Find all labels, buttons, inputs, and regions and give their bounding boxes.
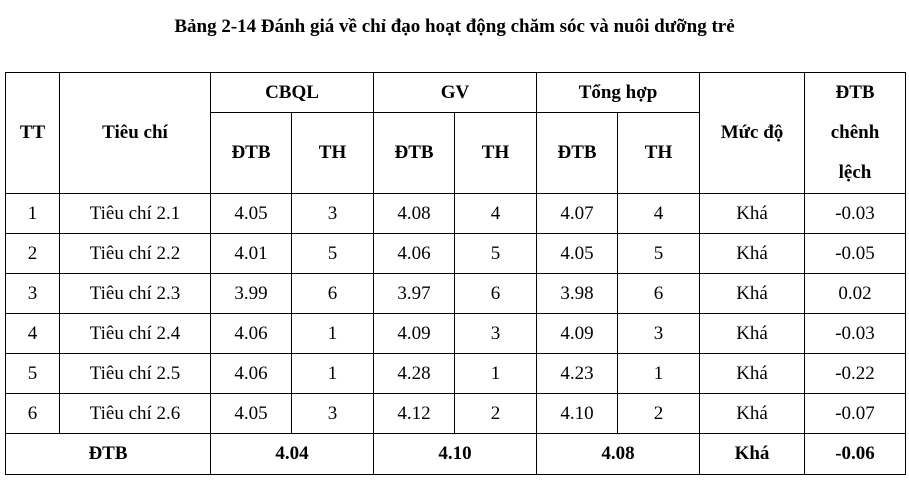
- total-label: ĐTB: [6, 434, 211, 475]
- header-gv-th: TH: [455, 113, 537, 194]
- cell-tong-hop-th: 1: [618, 354, 700, 394]
- cell-tt: 1: [6, 194, 60, 234]
- cell-tong-hop-th: 6: [618, 274, 700, 314]
- cell-gv-dtb: 4.09: [374, 314, 455, 354]
- cell-cbql-dtb: 4.06: [211, 314, 292, 354]
- header-gv-dtb: ĐTB: [374, 113, 455, 194]
- cell-cbql-th: 3: [292, 394, 374, 434]
- header-tong-hop-dtb: ĐTB: [537, 113, 618, 194]
- header-tong-hop-th: TH: [618, 113, 700, 194]
- cell-tong-hop-dtb: 4.05: [537, 234, 618, 274]
- header-dtb-chenh-lech-line2: chênh: [830, 122, 880, 143]
- cell-tt: 4: [6, 314, 60, 354]
- cell-muc-do: Khá: [700, 194, 805, 234]
- cell-tt: 6: [6, 394, 60, 434]
- cell-gv-th: 3: [455, 314, 537, 354]
- cell-cbql-dtb: 4.06: [211, 354, 292, 394]
- cell-gv-th: 6: [455, 274, 537, 314]
- cell-tieu-chi: Tiêu chí 2.4: [60, 314, 211, 354]
- cell-tieu-chi: Tiêu chí 2.3: [60, 274, 211, 314]
- cell-gv-th: 1: [455, 354, 537, 394]
- header-muc-do: Mức độ: [700, 73, 805, 194]
- header-gv: GV: [374, 73, 537, 113]
- cell-tong-hop-dtb: 4.23: [537, 354, 618, 394]
- cell-tt: 5: [6, 354, 60, 394]
- header-tt: TT: [6, 73, 60, 194]
- cell-muc-do: Khá: [700, 314, 805, 354]
- header-tieu-chi: Tiêu chí: [60, 73, 211, 194]
- cell-cbql-dtb: 4.01: [211, 234, 292, 274]
- header-tong-hop: Tổng hợp: [537, 73, 700, 113]
- cell-tieu-chi: Tiêu chí 2.2: [60, 234, 211, 274]
- table-row: [6, 314, 906, 354]
- cell-muc-do: Khá: [700, 354, 805, 394]
- cell-tt: 2: [6, 234, 60, 274]
- cell-gv-dtb: 3.97: [374, 274, 455, 314]
- cell-chenh-lech: 0.02: [805, 274, 906, 314]
- cell-chenh-lech: -0.03: [805, 314, 906, 354]
- cell-cbql-dtb: 3.99: [211, 274, 292, 314]
- header-cbql: CBQL: [211, 73, 374, 113]
- table-row: [6, 194, 906, 234]
- cell-cbql-th: 1: [292, 354, 374, 394]
- cell-gv-dtb: 4.06: [374, 234, 455, 274]
- cell-gv-dtb: 4.28: [374, 354, 455, 394]
- cell-tong-hop-dtb: 3.98: [537, 274, 618, 314]
- header-cbql-th: TH: [292, 113, 374, 194]
- cell-tieu-chi: Tiêu chí 2.1: [60, 194, 211, 234]
- cell-gv-th: 4: [455, 194, 537, 234]
- cell-tieu-chi: Tiêu chí 2.6: [60, 394, 211, 434]
- header-dtb-chenh-lech-line3: lệch: [838, 162, 872, 183]
- header-cbql-dtb: ĐTB: [211, 113, 292, 194]
- cell-cbql-dtb: 4.05: [211, 194, 292, 234]
- cell-cbql-th: 1: [292, 314, 374, 354]
- total-chenh-lech: -0.06: [805, 434, 906, 475]
- cell-gv-th: 2: [455, 394, 537, 434]
- cell-tong-hop-th: 4: [618, 194, 700, 234]
- table-row: [6, 394, 906, 434]
- cell-chenh-lech: -0.05: [805, 234, 906, 274]
- cell-tong-hop-dtb: 4.10: [537, 394, 618, 434]
- table-row: [6, 354, 906, 394]
- cell-tt: 3: [6, 274, 60, 314]
- cell-gv-th: 5: [455, 234, 537, 274]
- cell-gv-dtb: 4.08: [374, 194, 455, 234]
- cell-tieu-chi: Tiêu chí 2.5: [60, 354, 211, 394]
- cell-cbql-th: 5: [292, 234, 374, 274]
- total-row: [6, 434, 906, 475]
- total-muc-do: Khá: [700, 434, 805, 475]
- cell-tong-hop-th: 3: [618, 314, 700, 354]
- total-cbql: 4.04: [211, 434, 374, 475]
- cell-muc-do: Khá: [700, 394, 805, 434]
- header-dtb-chenh-lech: [805, 73, 906, 194]
- total-gv: 4.10: [374, 434, 537, 475]
- evaluation-table: [5, 72, 906, 475]
- total-tong-hop: 4.08: [537, 434, 700, 475]
- cell-chenh-lech: -0.22: [805, 354, 906, 394]
- cell-gv-dtb: 4.12: [374, 394, 455, 434]
- cell-chenh-lech: -0.03: [805, 194, 906, 234]
- cell-muc-do: Khá: [700, 234, 805, 274]
- cell-cbql-th: 6: [292, 274, 374, 314]
- cell-tong-hop-th: 5: [618, 234, 700, 274]
- cell-tong-hop-th: 2: [618, 394, 700, 434]
- table-title: Bảng 2-14 Đánh giá về chỉ đạo hoạt động chăm sóc và nuôi dưỡng trẻ: [174, 16, 735, 37]
- table-row: [6, 234, 906, 274]
- cell-cbql-th: 3: [292, 194, 374, 234]
- cell-chenh-lech: -0.07: [805, 394, 906, 434]
- header-dtb-chenh-lech-line1: ĐTB: [835, 82, 875, 103]
- table-row: [6, 274, 906, 314]
- cell-cbql-dtb: 4.05: [211, 394, 292, 434]
- cell-tong-hop-dtb: 4.09: [537, 314, 618, 354]
- cell-muc-do: Khá: [700, 274, 805, 314]
- cell-tong-hop-dtb: 4.07: [537, 194, 618, 234]
